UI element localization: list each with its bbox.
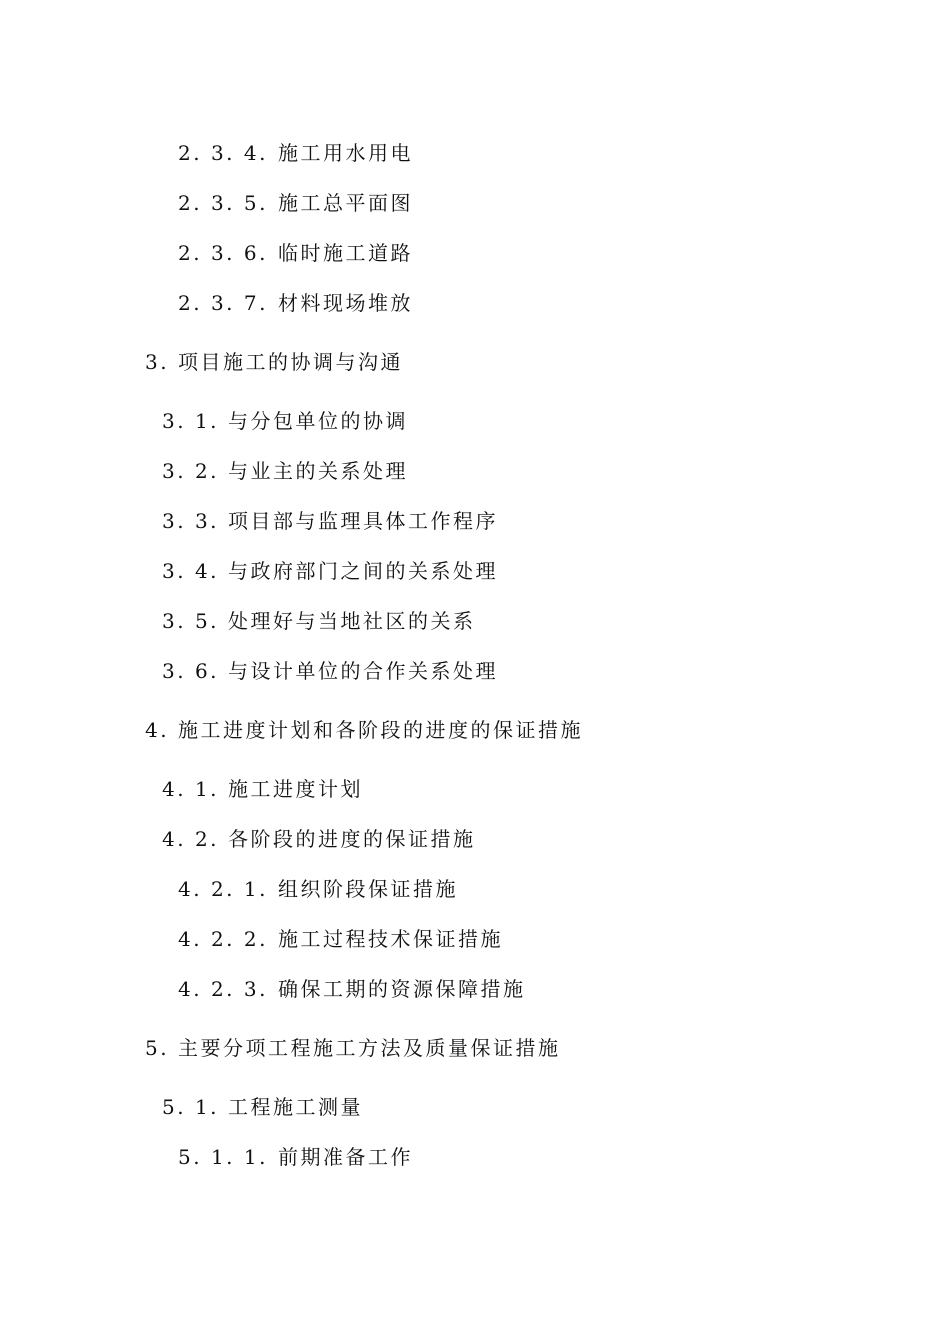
toc-entry-level-2: [162, 509, 498, 533]
toc-entry-title: 施工过程技术保证措施: [278, 927, 503, 951]
toc-entry-level-2: [162, 827, 476, 851]
toc-entry-level-3: [178, 191, 413, 215]
toc-entry-level-3: [178, 877, 458, 901]
toc-entry-title: 前期准备工作: [278, 1145, 413, 1169]
toc-entry-title: 主要分项工程施工方法及质量保证措施: [178, 1036, 561, 1060]
toc-entry-title: 工程施工测量: [228, 1095, 363, 1119]
toc-entry-number: 5.: [145, 1036, 170, 1060]
toc-entry-number: 4. 2.: [162, 827, 220, 851]
toc-entry-title: 与政府部门之间的关系处理: [228, 559, 498, 583]
toc-entry-title: 材料现场堆放: [278, 291, 413, 315]
toc-entry-title: 临时施工道路: [278, 241, 413, 265]
toc-entry-level-2: [162, 659, 498, 683]
toc-entry-title: 组织阶段保证措施: [278, 877, 458, 901]
toc-entry-number: 3. 1.: [162, 409, 220, 433]
toc-entry-level-3: [178, 1145, 413, 1169]
toc-entry-level-2: [162, 609, 476, 633]
toc-entry-number: 2. 3. 4.: [178, 141, 268, 165]
toc-entry-number: 4. 1.: [162, 777, 220, 801]
toc-entry-title: 与业主的关系处理: [228, 459, 408, 483]
toc-entry-number: 3. 3.: [162, 509, 220, 533]
toc-entry-level-3: [178, 141, 413, 165]
toc-entry-level-3: [178, 927, 503, 951]
toc-entry-number: 3. 5.: [162, 609, 220, 633]
toc-entry-level-2: [162, 1095, 363, 1119]
toc-entry-level-1: [145, 1036, 561, 1060]
toc-entry-number: 5. 1.: [162, 1095, 220, 1119]
toc-entry-title: 项目部与监理具体工作程序: [228, 509, 498, 533]
toc-entry-number: 2. 3. 5.: [178, 191, 268, 215]
toc-entry-title: 各阶段的进度的保证措施: [228, 827, 476, 851]
toc-entry-number: 4. 2. 3.: [178, 977, 268, 1001]
toc-entry-level-2: [162, 559, 498, 583]
toc-entry-level-1: [145, 350, 403, 374]
toc-entry-title: 施工用水用电: [278, 141, 413, 165]
toc-entry-number: 3. 6.: [162, 659, 220, 683]
toc-entry-title: 处理好与当地社区的关系: [228, 609, 476, 633]
toc-entry-level-2: [162, 409, 408, 433]
toc-entry-level-1: [145, 718, 583, 742]
toc-entry-title: 确保工期的资源保障措施: [278, 977, 526, 1001]
toc-entry-title: 与设计单位的合作关系处理: [228, 659, 498, 683]
toc-entry-level-2: [162, 459, 408, 483]
toc-entry-number: 4.: [145, 718, 170, 742]
toc-entry-level-3: [178, 977, 526, 1001]
toc-entry-level-2: [162, 777, 363, 801]
toc-entry-number: 4. 2. 1.: [178, 877, 268, 901]
toc-entry-title: 与分包单位的协调: [228, 409, 408, 433]
toc-entry-number: 3.: [145, 350, 170, 374]
toc-entry-title: 施工总平面图: [278, 191, 413, 215]
toc-entry-number: 5. 1. 1.: [178, 1145, 268, 1169]
toc-entry-level-3: [178, 241, 413, 265]
toc-entry-number: 2. 3. 7.: [178, 291, 268, 315]
toc-entry-title: 施工进度计划: [228, 777, 363, 801]
toc-entry-level-3: [178, 291, 413, 315]
toc-entry-title: 项目施工的协调与沟通: [178, 350, 403, 374]
toc-entry-number: 4. 2. 2.: [178, 927, 268, 951]
toc-entry-number: 3. 4.: [162, 559, 220, 583]
toc-entry-title: 施工进度计划和各阶段的进度的保证措施: [178, 718, 583, 742]
toc-entry-number: 3. 2.: [162, 459, 220, 483]
toc-entry-number: 2. 3. 6.: [178, 241, 268, 265]
